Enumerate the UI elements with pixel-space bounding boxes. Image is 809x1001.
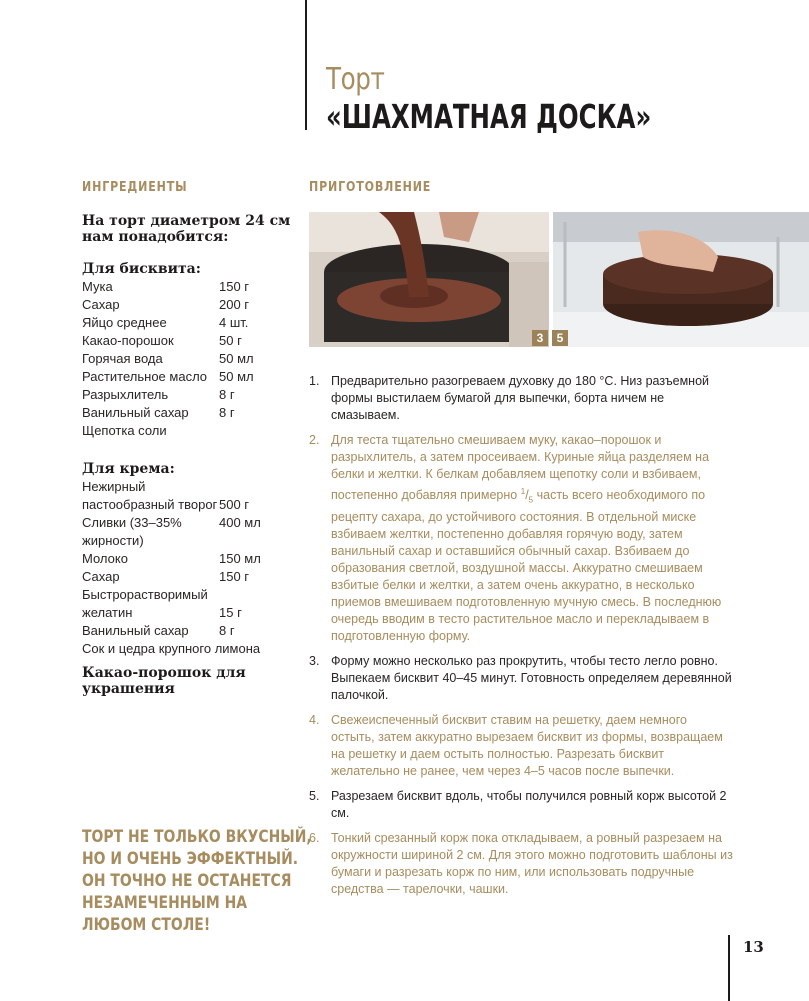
ingredient-name: Какао-порошок xyxy=(82,333,174,348)
ingredient-row xyxy=(82,278,297,296)
footer-divider xyxy=(728,935,730,1001)
ingredient-name: Нежирный пастообразный творог xyxy=(82,479,218,512)
step-badge: 5 xyxy=(552,330,568,346)
ingredient-row xyxy=(82,314,297,332)
step-number: 6. xyxy=(309,830,320,845)
step-text: Разрезаем бисквит вдоль, чтобы получился ровный корж высотой 2 см. xyxy=(331,788,727,820)
promo-line: ТОРТ НЕ ТОЛЬКО ВКУСНЫЙ, xyxy=(82,827,312,847)
ingredient-qty: 500 г xyxy=(219,497,250,512)
step-item xyxy=(309,373,734,424)
ingredient-row xyxy=(82,404,297,422)
cream-heading: Для крема: xyxy=(82,461,175,477)
ingredient-name: Сливки (33–35% жирности) xyxy=(82,515,182,548)
step-item xyxy=(309,432,734,645)
ingredient-row xyxy=(82,622,297,640)
ingredient-row xyxy=(82,386,297,404)
preparation-heading: ПРИГОТОВЛЕНИЕ xyxy=(309,180,432,195)
ingredient-row xyxy=(82,586,297,622)
step-text-part: часть всего необходимого по рецепту сахара, до устойчивого состояния. В отдельной миске взбиваем желтки, постепенно добавляя горячую воду, затем ванильный сахар и оставшийся обычный сахар. Взбиваем до образования светлой, воздушной массы. Аккуратно смешиваем взбитые белки и желтки, а затем очень аккуратно, в несколько приемов вмешиваем подготовленную мучную смесь. В последнюю очередь вводим в тесто растительное масло и перекладываем в подготовленную форму. xyxy=(331,488,722,643)
ingredient-row xyxy=(82,350,297,368)
ingredient-qty: 150 мл xyxy=(219,551,261,566)
ingredient-qty: 400 мл xyxy=(219,515,261,530)
title-divider xyxy=(305,0,307,130)
ingredient-qty: 150 г xyxy=(219,569,250,584)
ingredient-qty: 15 г xyxy=(219,605,242,620)
photo-batter-pouring xyxy=(309,212,549,347)
ingredient-row xyxy=(82,422,297,440)
ingredient-row xyxy=(82,514,297,550)
step-item xyxy=(309,653,734,704)
ingredient-name: Мука xyxy=(82,279,113,294)
step-number: 5. xyxy=(309,788,320,803)
ingredient-name: Быстрорастворимый желатин xyxy=(82,587,208,620)
ingredient-row xyxy=(82,550,297,568)
ingredient-row xyxy=(82,568,297,586)
ingredient-name: Растительное масло xyxy=(82,369,208,384)
step-text xyxy=(331,432,734,645)
ingredient-name: Разрыхлитель xyxy=(82,387,169,402)
promo-callout xyxy=(82,826,312,936)
title-line-1: Торт xyxy=(326,62,385,97)
ingredient-row xyxy=(82,368,297,386)
title-line-2: «ШАХМАТНАЯ ДОСКА» xyxy=(326,97,652,136)
ingredient-name: Сахар xyxy=(82,297,120,312)
ingredient-name: Сахар xyxy=(82,569,120,584)
ingredient-qty: 200 г xyxy=(219,297,250,312)
ingredient-qty: 50 мл xyxy=(219,351,254,366)
step-text-part: Для теста тщательно смешиваем муку, какао–порошок и разрыхлитель, а затем просеиваем. Куриные яйца разделяем на белки и желтки. К белкам добавляем щепотку соли и взбиваем, постепенно добавляя примерно xyxy=(331,433,710,503)
ingredient-qty: 150 г xyxy=(219,279,250,294)
step-text: Свежеиспеченный бисквит ставим на решетку, даем немного остыть, затем аккуратно вырезаем бисквит из формы, возвращаем на решетку и даем остыть полностью. Разрезать бисквит желательно не ранее, чем через 4–5 часов после выпечки. xyxy=(331,712,723,778)
step-number: 2. xyxy=(309,433,320,447)
ingredient-qty: 50 мл xyxy=(219,369,254,384)
promo-line: НО И ОЧЕНЬ ЭФФЕКТНЫЙ. xyxy=(82,849,299,869)
sponge-heading: Для бисквита: xyxy=(82,261,201,277)
fraction: $^1/_5$ xyxy=(520,487,534,505)
step-item xyxy=(309,712,734,780)
step-text: Форму можно несколько раз прокрутить, чтобы тесто легло ровно. Выпекаем бисквит 40–45 минут. Готовность определяем деревянной палочкой. xyxy=(331,653,732,702)
fraction-denominator: 5 xyxy=(528,495,534,505)
step-number: 1. xyxy=(309,374,320,388)
ingredient-name: Яйцо среднее xyxy=(82,315,167,330)
promo-line: ЛЮБОМ СТОЛЕ! xyxy=(82,915,211,935)
page-number: 13 xyxy=(743,938,764,956)
ingredient-name: Ванильный сахар xyxy=(82,405,189,420)
photo-cake-cutting xyxy=(553,212,809,347)
ingredients-heading: ИНГРЕДИЕНТЫ xyxy=(82,180,188,195)
ingredient-row xyxy=(82,332,297,350)
ingredient-name: Горячая вода xyxy=(82,351,163,366)
ingredient-qty: 8 г xyxy=(219,405,235,420)
steps-list xyxy=(309,373,734,906)
ingredient-row xyxy=(82,640,297,658)
step-text: Предварительно разогреваем духовку до 180 °С. Низ разъемной формы выстилаем бумагой для выпечки, борта ничем не смазываем. xyxy=(331,374,710,422)
fraction-numerator: 1 xyxy=(520,487,526,496)
step-item xyxy=(309,830,734,898)
ingredient-name: Молоко xyxy=(82,551,128,566)
step-text: Тонкий срезанный корж пока откладываем, а ровный разрезаем на окружности шириной 2 см. Для этого можно подготовить шаблоны из бумаги и разрезать корж по ним, или использовать подручные средства — тарелочки, чашки. xyxy=(331,830,733,896)
ingredients-intro: На торт диаметром 24 см нам понадобится: xyxy=(82,213,291,245)
ingredient-qty: 8 г xyxy=(219,623,235,638)
ingredient-name: Ванильный сахар xyxy=(82,623,189,638)
ingredient-qty: 50 г xyxy=(219,333,242,348)
step-item xyxy=(309,788,734,822)
sponge-list xyxy=(82,278,297,440)
promo-line: НЕЗАМЕЧЕННЫМ НА xyxy=(82,893,248,913)
ingredient-row xyxy=(82,478,297,514)
step-number: 4. xyxy=(309,712,320,727)
ingredient-qty: 4 шт. xyxy=(219,315,249,330)
step-badge: 3 xyxy=(532,330,548,346)
ingredient-name: Щепотка соли xyxy=(82,423,167,438)
ingredient-qty: 8 г xyxy=(219,387,235,402)
promo-line: ОН ТОЧНО НЕ ОСТАНЕТСЯ xyxy=(82,871,292,891)
ingredient-row xyxy=(82,296,297,314)
cream-list xyxy=(82,478,297,658)
decoration-note: Какао-порошок для украшения xyxy=(82,665,246,697)
ingredient-name: Сок и цедра крупного лимона xyxy=(82,641,261,656)
step-number: 3. xyxy=(309,653,320,668)
